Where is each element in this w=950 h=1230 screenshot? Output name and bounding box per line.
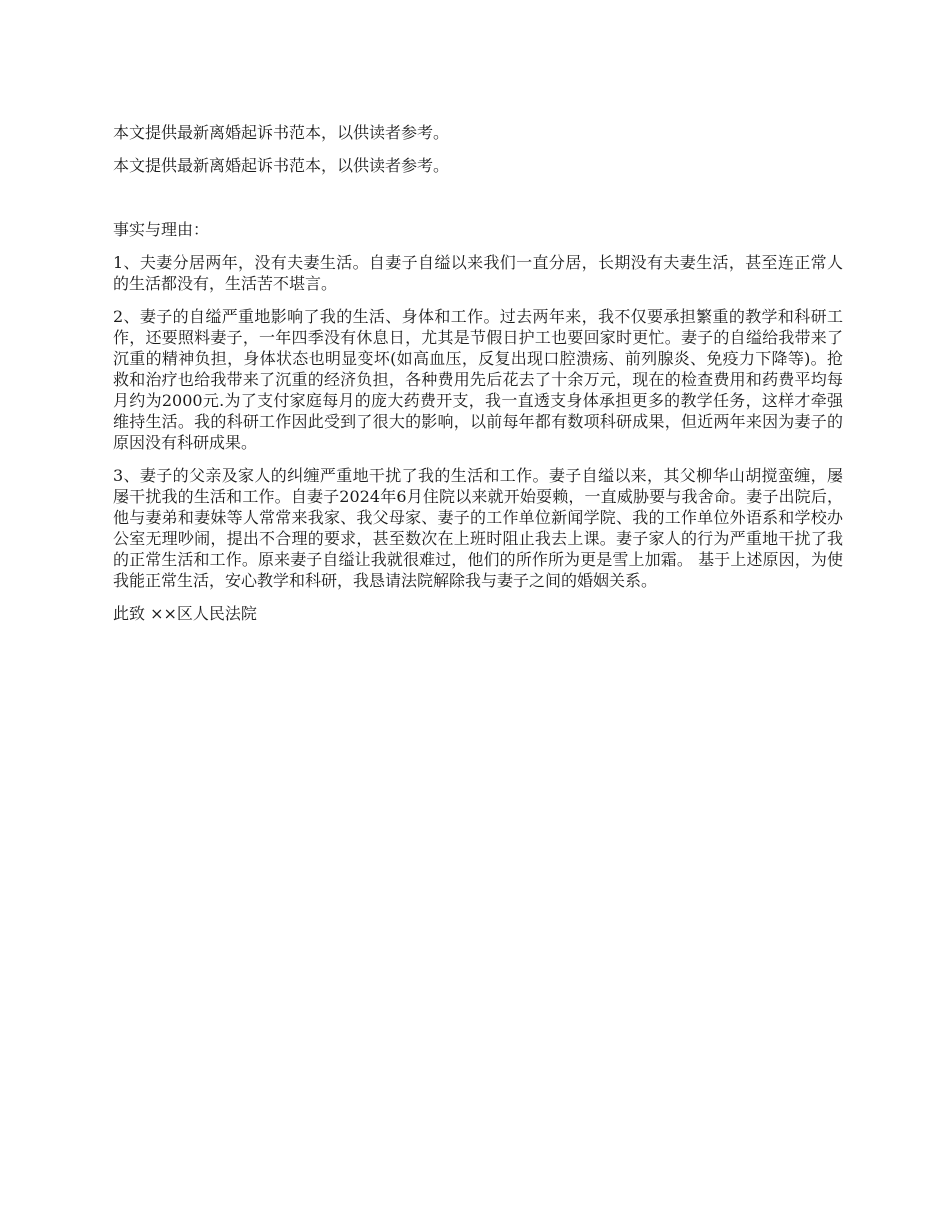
closing-line: 此致 ××区人民法院 <box>113 604 257 623</box>
intro-line-1: 本文提供最新离婚起诉书范本，以供读者参考。 <box>113 123 450 142</box>
section-heading: 事实与理由： <box>113 220 210 239</box>
document-page <box>113 122 843 624</box>
paragraph-2: 2、妻子的自缢严重地影响了我的生活、身体和工作。过去两年来，我不仅要承担繁重的教学和科研工作，还要照料妻子，一年四季没有休息日，尤其是节假日护工也要回家时更忙。妻子的自缢给我带来了沉重的精神负担，身体状态也明显变坏(如高血压，反复出现口腔溃疡、前列腺炎、免疫力下降等)。抢救和治疗也给我带来了沉重的经济负担，各种费用先后花去了十余万元，现在的检查费用和药费平均每月约为2000元.为了支付家庭每月的庞大药费开支，我一直透支身体承担更多的教学任务，这样才牵强维持生活。我的科研工作因此受到了很大的影响，以前每年都有数项科研成果，但近两年来因为妻子的原因没有科研成果。 <box>113 307 843 452</box>
paragraph-1: 1、夫妻分居两年，没有夫妻生活。自妻子自缢以来我们一直分居，长期没有夫妻生活，甚至连正常人的生活都没有，生活苦不堪言。 <box>113 253 843 293</box>
paragraph-3: 3、妻子的父亲及家人的纠缠严重地干扰了我的生活和工作。妻子自缢以来，其父柳华山胡搅蛮缠，屡屡干扰我的生活和工作。自妻子2024年6月住院以来就开始耍赖，一直威胁要与我舍命。妻子出院后，他与妻弟和妻妹等人常常来我家、我父母家、妻子的工作单位新闻学院、我的工作单位外语系和学校办公室无理吵闹，提出不合理的要求，甚至数次在上班时阻止我去上课。妻子家人的行为严重地干扰了我的正常生活和工作。原来妻子自缢让我就很难过，他们的所作所为更是雪上加霜。 基于上述原因，为使我能正常生活，安心教学和科研，我恳请法院解除我与妻子之间的婚姻关系。 <box>113 466 843 590</box>
intro-line-2: 本文提供最新离婚起诉书范本，以供读者参考。 <box>113 156 450 175</box>
